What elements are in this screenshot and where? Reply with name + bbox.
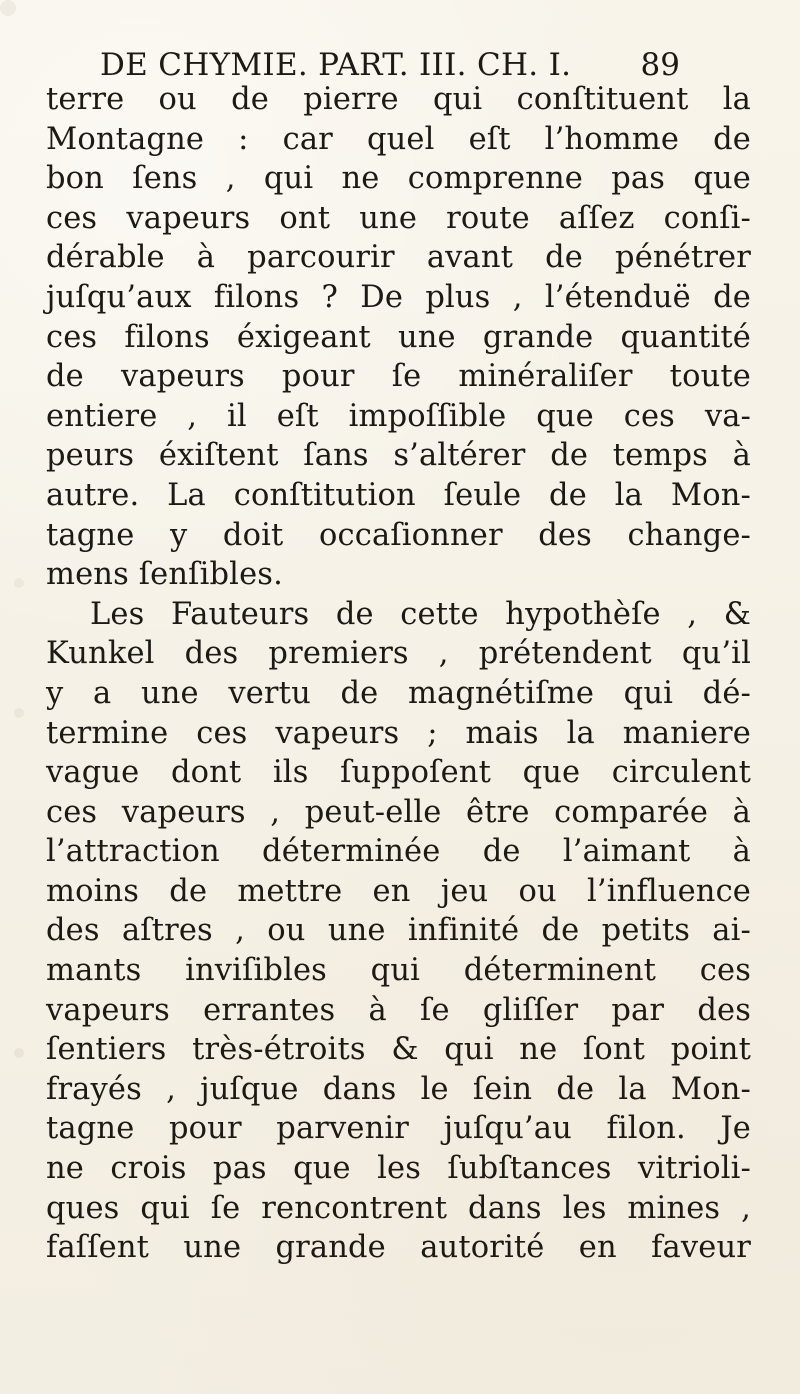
paper-mark bbox=[14, 578, 24, 588]
paper-mark bbox=[0, 0, 16, 16]
text-line-10: peurs éxiſtent ſans s’altérer de temps à bbox=[46, 438, 751, 474]
text-line-28: ne crois pas que les ſubſtances vitrioli- bbox=[46, 1151, 751, 1187]
text-line-2: Montagne : car quel eſt l’homme de bbox=[46, 121, 751, 157]
text-line-23: mants inviſibles qui déterminent ces bbox=[46, 953, 751, 989]
text-line-25: ſentiers très-étroits & qui ne ſont point bbox=[46, 1032, 751, 1068]
text-line-4: ces vapeurs ont une route aſſez conſi- bbox=[46, 200, 751, 236]
text-line-13: mens ſenſibles. bbox=[46, 557, 283, 593]
text-line-22: des aſtres , ou une infinité de petits ai- bbox=[46, 913, 751, 949]
text-line-18: vague dont ils ſuppoſent que circulent bbox=[46, 755, 751, 791]
text-line-15: Kunkel des premiers , prétendent qu’il bbox=[46, 636, 751, 672]
running-head: DE CHYMIE. PART. III. CH. I. bbox=[100, 47, 572, 83]
page-body bbox=[46, 80, 751, 1268]
text-line-29: ques qui ſe rencontrent dans les mines , bbox=[46, 1190, 751, 1226]
text-line-16: y a une vertu de magnétiſme qui dé- bbox=[46, 675, 751, 711]
text-line-8: de vapeurs pour ſe minéraliſer toute bbox=[46, 359, 751, 395]
text-line-21: moins de mettre en jeu ou l’influence bbox=[46, 873, 751, 909]
text-line-7: ces filons éxigeant une grande quantité bbox=[46, 319, 751, 355]
text-line-5: dérable à parcourir avant de pénétrer bbox=[46, 240, 751, 276]
page-number: 89 bbox=[640, 47, 680, 83]
text-line-30: faſſent une grande autorité en faveur bbox=[46, 1230, 751, 1266]
text-line-24: vapeurs errantes à ſe gliſſer par des bbox=[46, 992, 751, 1028]
text-line-9: entiere , il eſt impoſſible que ces va- bbox=[46, 398, 751, 434]
text-line-3: bon ſens , qui ne comprenne pas que bbox=[46, 161, 751, 197]
text-line-11: autre. La conſtitution ſeule de la Mon- bbox=[46, 477, 751, 513]
text-line-6: juſqu’aux filons ? De plus , l’étenduë de bbox=[46, 279, 751, 315]
text-line-20: l’attraction déterminée de l’aimant à bbox=[46, 834, 751, 870]
text-line-17: termine ces vapeurs ; mais la maniere bbox=[46, 715, 751, 751]
text-line-12: tagne y doit occaſionner des change- bbox=[46, 517, 751, 553]
paper-mark bbox=[14, 708, 24, 718]
text-line-27: tagne pour parvenir juſqu’au filon. Je bbox=[46, 1111, 751, 1147]
text-line-1: terre ou de pierre qui conſtituent la bbox=[46, 82, 751, 117]
paper-mark bbox=[14, 1048, 24, 1058]
text-line-14: Les Fauteurs de cette hypothèſe , & bbox=[90, 596, 751, 632]
text-line-19: ces vapeurs , peut-elle être comparée à bbox=[46, 794, 751, 830]
text-line-26: frayés , juſque dans le ſein de la Mon- bbox=[46, 1071, 751, 1107]
